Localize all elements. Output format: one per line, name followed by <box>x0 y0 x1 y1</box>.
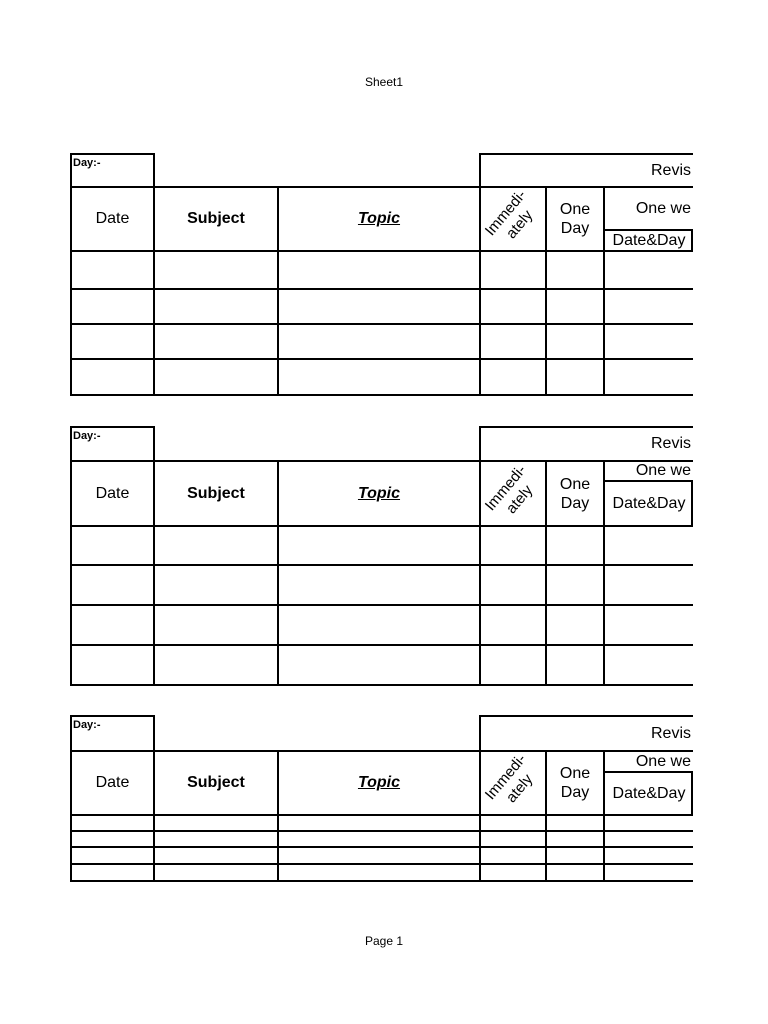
one-day-header <box>545 750 605 816</box>
date-header-label: Date <box>95 774 130 791</box>
date-day-header-label: Date&Day <box>612 494 686 512</box>
page-header: Sheet1 <box>364 75 404 89</box>
subject-header <box>153 750 279 816</box>
immediately-header-label: Immedi- ately <box>481 750 537 807</box>
one-week-header-label: One we <box>635 462 691 479</box>
subject-header-label: Subject <box>187 210 245 227</box>
immediately-header-label: Immedi- ately <box>481 461 537 517</box>
subject-header-label: Subject <box>187 484 245 502</box>
revision-label: Revis <box>650 435 691 452</box>
revision-label: Revis <box>650 724 691 742</box>
one-day-header-label: One Day <box>559 201 591 237</box>
day-label: Day:- <box>73 157 101 169</box>
immediately-header-label: Immedi- ately <box>481 186 537 243</box>
day-label: Day:- <box>73 719 101 731</box>
day-label: Day:- <box>73 430 101 442</box>
topic-header-label: Topic <box>357 210 401 227</box>
subject-header-label: Subject <box>187 774 245 791</box>
one-day-header-label: One Day <box>559 475 591 512</box>
one-week-header-label: One we <box>635 199 691 217</box>
date-header-label: Date <box>95 484 130 502</box>
date-day-header-label: Date&Day <box>612 231 686 249</box>
one-day-header-label: One Day <box>559 765 591 801</box>
page-footer: Page 1 <box>364 934 404 948</box>
date-header-label: Date <box>95 210 130 227</box>
row-divider <box>70 863 693 865</box>
row-divider <box>70 830 693 832</box>
one-week-header <box>603 750 693 773</box>
topic-header-label: Topic <box>357 484 401 502</box>
row-divider <box>70 846 693 848</box>
date-header <box>70 750 155 816</box>
date-day-header <box>603 771 693 816</box>
immediately-header <box>479 750 547 816</box>
revision-header-cell <box>479 715 693 752</box>
day-cell <box>70 715 155 752</box>
one-week-header-label: One we <box>635 752 691 770</box>
topic-header <box>277 750 481 816</box>
date-day-header-label: Date&Day <box>612 784 686 802</box>
topic-header-label: Topic <box>357 774 401 791</box>
revision-label: Revis <box>650 161 691 179</box>
